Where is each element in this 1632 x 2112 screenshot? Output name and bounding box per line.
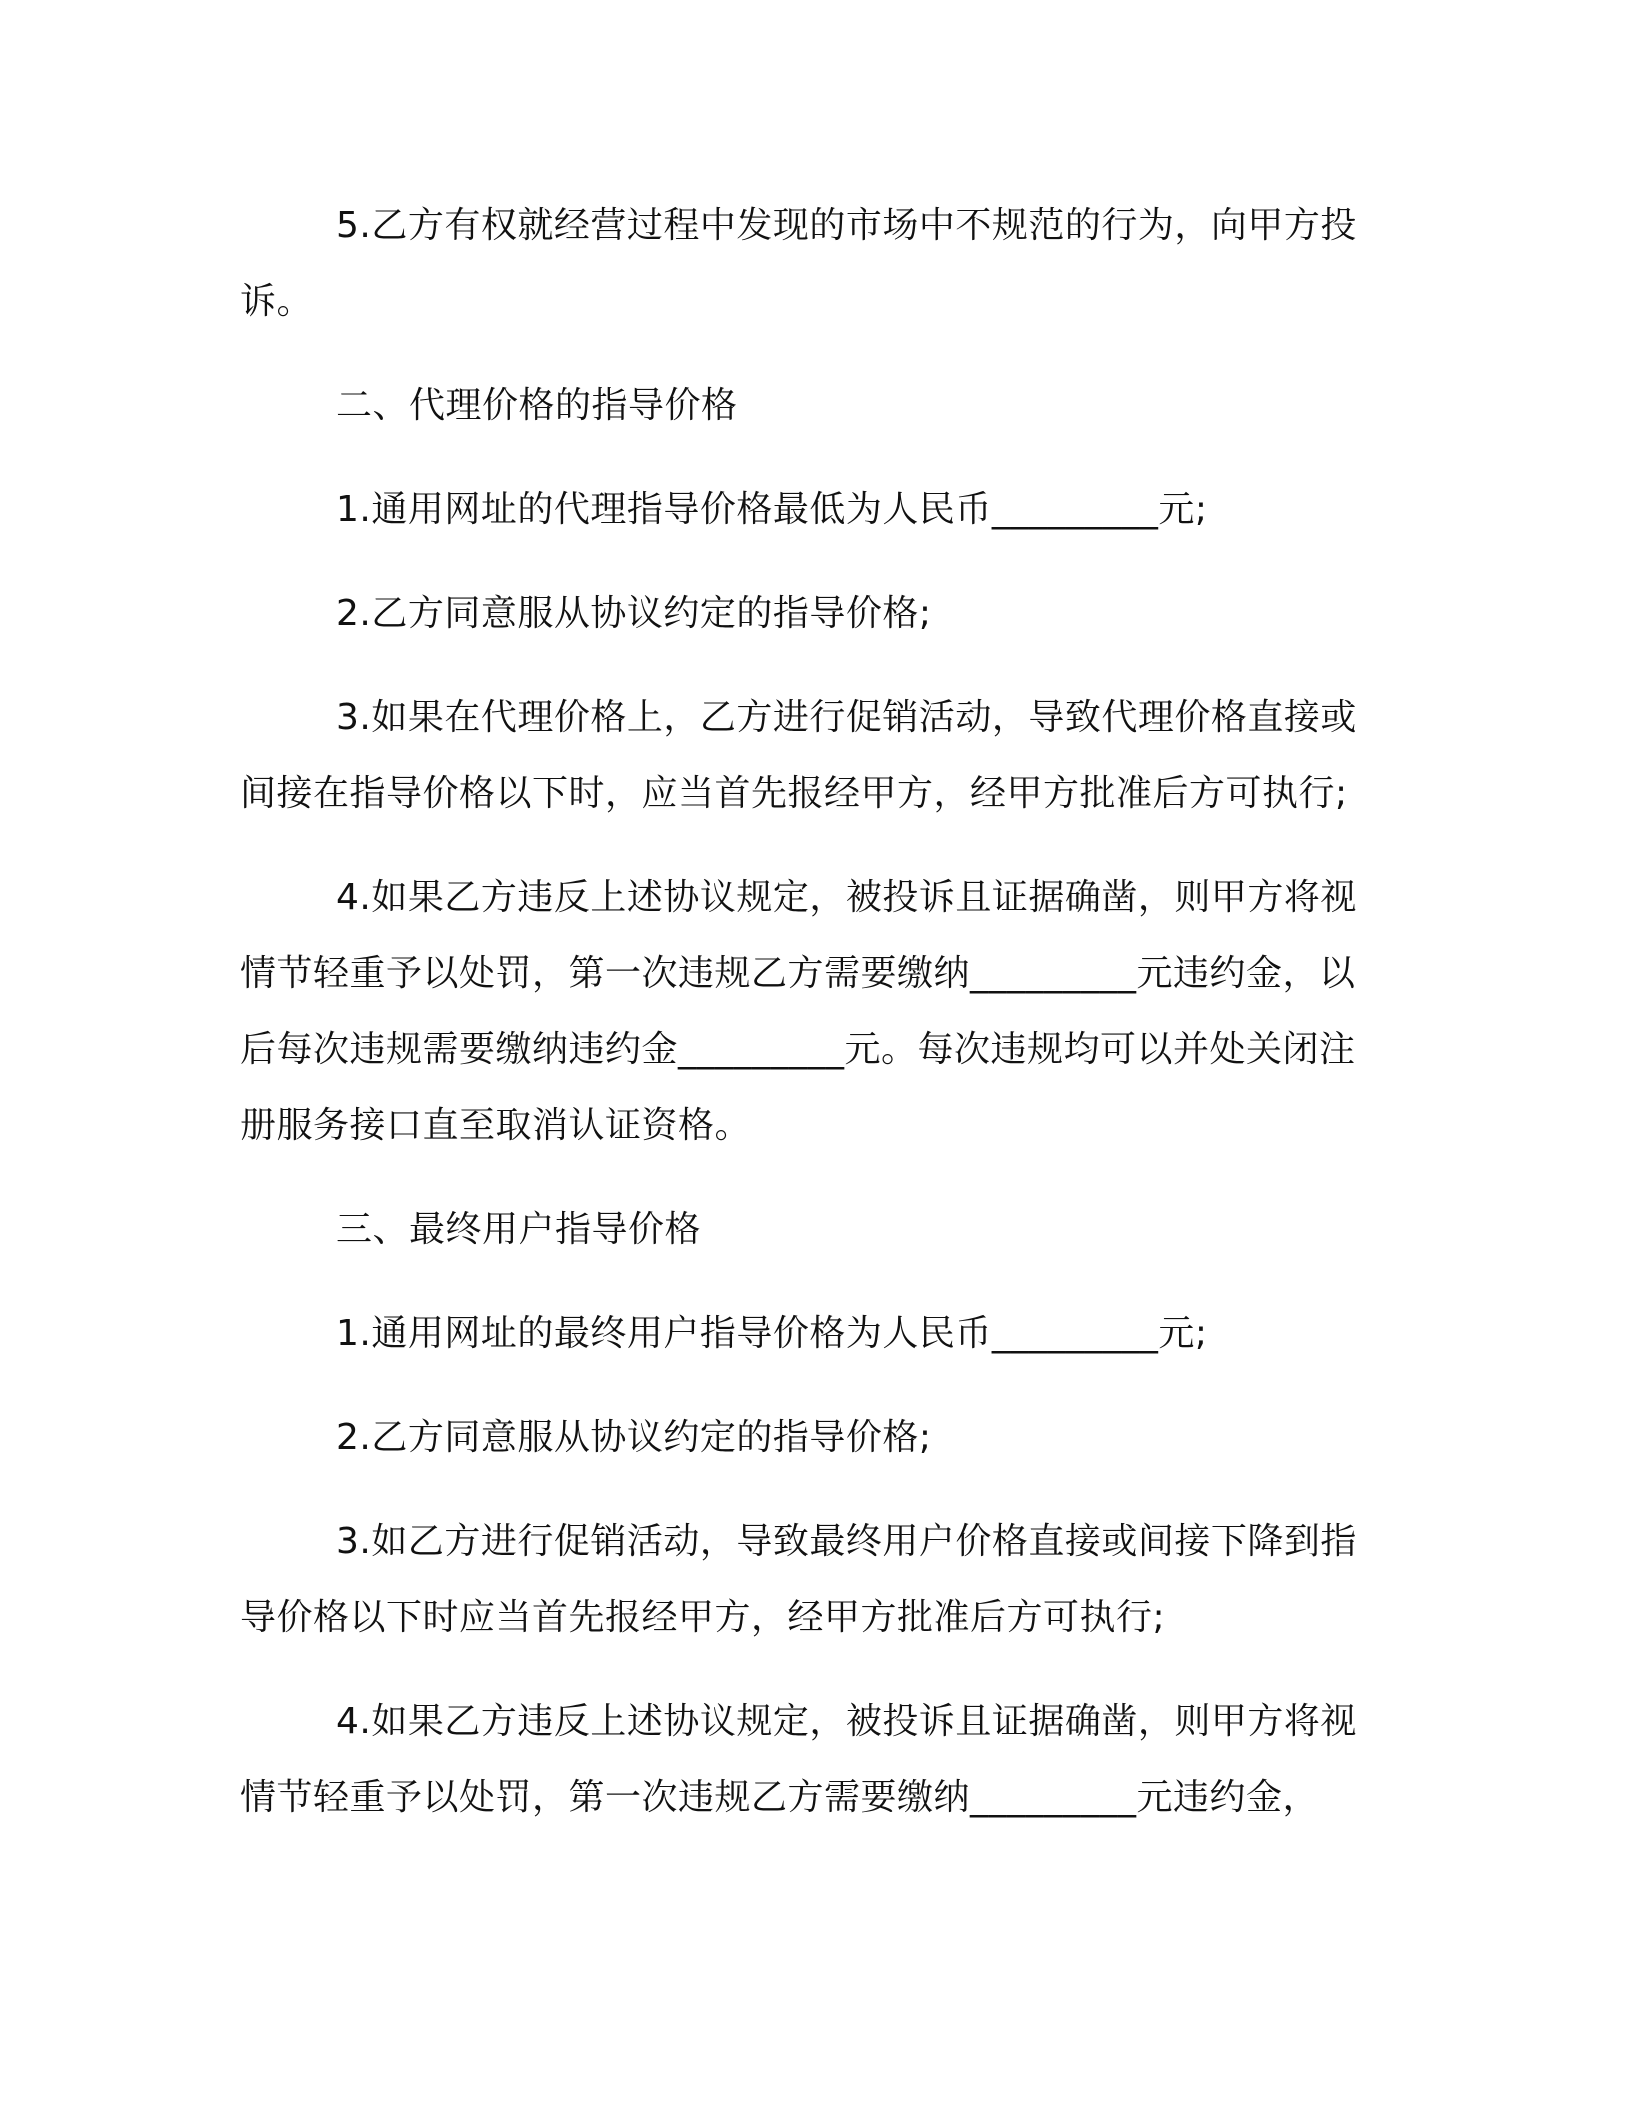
clause-user-price-4: 4.如果乙方违反上述协议规定，被投诉且证据确凿，则甲方将视情节轻重予以处罚，第一次违规乙方需要缴纳_________元违约金，: [240, 1701, 1357, 1818]
clause-2-5: 5.乙方有权就经营过程中发现的市场中不规范的行为，向甲方投诉。: [240, 205, 1357, 322]
clause-user-price-1: 1.通用网址的最终用户指导价格为人民币_________元;: [336, 1313, 1208, 1354]
document-body: [240, 188, 1360, 1864]
clause-agent-price-4: 4.如果乙方违反上述协议规定，被投诉且证据确凿，则甲方将视情节轻重予以处罚，第一次违规乙方需要缴纳_________元违约金，以后每次违规需要缴纳违约金_________元。每次违规均可以并处关闭注册服务接口直至取消认证资格。: [240, 877, 1357, 1146]
clause-user-price-3: 3.如乙方进行促销活动，导致最终用户价格直接或间接下降到指导价格以下时应当首先报经甲方，经甲方批准后方可执行;: [240, 1521, 1357, 1638]
clause-agent-price-1: 1.通用网址的代理指导价格最低为人民币_________元;: [336, 489, 1208, 530]
clause-agent-price-3: 3.如果在代理价格上，乙方进行促销活动，导致代理价格直接或间接在指导价格以下时，应当首先报经甲方，经甲方批准后方可执行;: [240, 697, 1357, 814]
clause-user-price-2: 2.乙方同意服从协议约定的指导价格;: [336, 1417, 932, 1458]
section-heading-2: 二、代理价格的指导价格: [336, 385, 738, 426]
clause-agent-price-2: 2.乙方同意服从协议约定的指导价格;: [336, 593, 932, 634]
section-heading-3: 三、最终用户指导价格: [336, 1209, 702, 1250]
